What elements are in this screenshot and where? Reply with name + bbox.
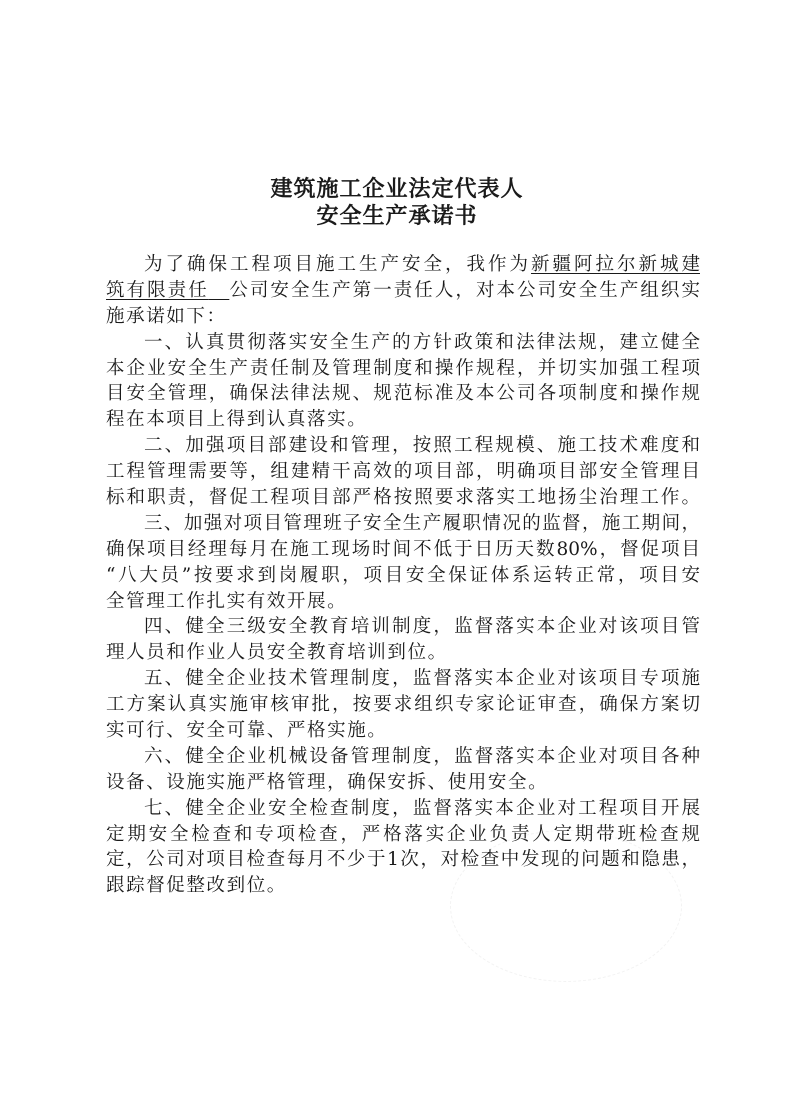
- clause-3-line: “八大员”按要求到岗履职，项目安全保证体系运转正常，项目安: [106, 564, 700, 586]
- clause-2-line: 标和职责，督促工程项目部严格按照要求落实工地扬尘治理工作。: [106, 487, 700, 509]
- clause-6-line: 六、健全企业机械设备管理制度，监督落实本企业对项目各种: [144, 745, 700, 767]
- document-subtitle: 安全生产承诺书: [316, 204, 478, 229]
- clause-5-line: 实可行、安全可靠、严格实施。: [106, 720, 388, 742]
- intro-text: 为了确保工程项目施工生产安全，我作为: [144, 254, 531, 275]
- company-name-part2: 筑有限责任: [106, 279, 209, 301]
- document-body: [106, 252, 700, 899]
- clause-3-line: 确保项目经理每月在施工现场时间不低于日历天数80%，督促项目: [106, 538, 700, 560]
- clause-2-line: 工程管理需要等，组建精干高效的项目部，明确项目部安全管理目: [106, 461, 700, 483]
- company-name-part1: 新疆阿拉尔新城建: [530, 254, 700, 275]
- clause-1-line: 一、认真贯彻落实安全生产的方针政策和法律法规，建立健全: [144, 331, 700, 353]
- clause-1-line: 程在本项目上得到认真落实。: [106, 409, 368, 431]
- intro-text: 公司安全生产第一责任人，对本公司安全生产组织实: [229, 279, 700, 301]
- clause-7-line: 跟踪督促整改到位。: [106, 875, 287, 897]
- clause-3-line: 全管理工作扎实有效开展。: [106, 590, 348, 612]
- clause-7-line: 定，公司对项目检查每月不少于1次，对检查中发现的问题和隐患，: [106, 849, 700, 871]
- clause-5-line: 五、健全企业技术管理制度，监督落实本企业对该项目专项施: [144, 668, 700, 690]
- clause-1-line: 本企业安全生产责任制及管理制度和操作规程，并切实加强工程项: [106, 357, 700, 379]
- intro-line-2: [106, 278, 700, 304]
- clause-7-line: 七、健全企业安全检查制度，监督落实本企业对工程项目开展: [144, 797, 700, 819]
- document-title: 建筑施工企业法定代表人: [270, 177, 524, 202]
- clause-4-line: 四、健全三级安全教育培训制度，监督落实本企业对该项目管: [144, 616, 700, 638]
- clause-7-line: 定期安全检查和专项检查，严格落实企业负责人定期带班检查规: [106, 823, 700, 845]
- clause-6-line: 设备、设施实施严格管理，确保安拆、使用安全。: [106, 771, 549, 793]
- clause-1-line: 目安全管理，确保法律法规、规范标准及本公司各项制度和操作规: [106, 383, 700, 405]
- intro-line-3: 施承诺如下：: [106, 305, 227, 327]
- clause-2-line: 二、加强项目部建设和管理，按照工程规模、施工技术难度和: [144, 435, 700, 457]
- clause-4-line: 理人员和作业人员安全教育培训到位。: [106, 642, 448, 664]
- clause-3-line: 三、加强对项目管理班子安全生产履职情况的监督，施工期间，: [144, 512, 700, 534]
- intro-line-1: [106, 252, 700, 278]
- clause-5-line: 工方案认真实施审核审批，按要求组织专家论证审查，确保方案切: [106, 694, 700, 716]
